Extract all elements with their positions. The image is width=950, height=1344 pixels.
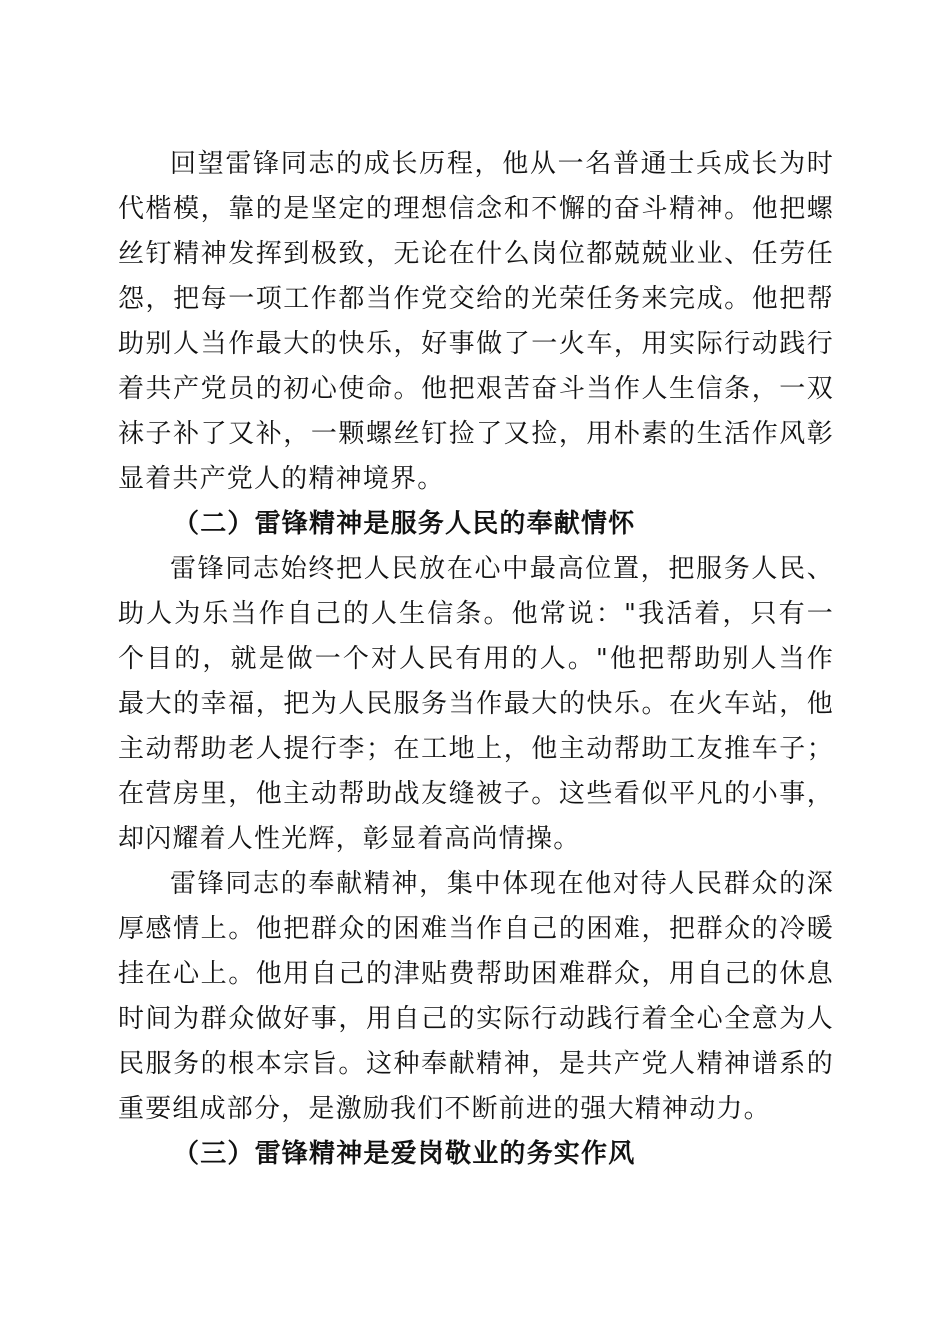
section-heading-3: （三）雷锋精神是爱岗敬业的务实作风 <box>173 1139 636 1169</box>
paragraph-dedication: 雷锋同志的奉献精神，集中体现在他对待人民群众的深厚感情上。他把群众的困难当作自己的困难，把群众的冷暖挂在心上。他用自己的津贴费帮助困难群众，用自己的休息时间为群众做好事，用自己的实际行动践行着全心全意为人民服务的根本宗旨。这种奉献精神，是共产党人精神谱系的重要组成部分，是激励我们不断前进的强大精神动力。 <box>118 869 834 1124</box>
paragraph-serve-people: 雷锋同志始终把人民放在心中最高位置，把服务人民、助人为乐当作自己的人生信条。他常说："我活着，只有一个目的，就是做一个对人民有用的人。"他把帮助别人当作最大的幸福，把为人民服务当作最大的快乐。在火车站，他主动帮助老人提行李；在工地上，他主动帮助工友推车子；在营房里，他主动帮助战友缝被子。这些看似平凡的小事，却闪耀着人性光辉，彰显着高尚情操。 <box>118 554 834 854</box>
document-body <box>118 142 834 1177</box>
section-heading-2: （二）雷锋精神是服务人民的奉献情怀 <box>173 509 636 539</box>
paragraph-growth: 回望雷锋同志的成长历程，他从一名普通士兵成长为时代楷模，靠的是坚定的理想信念和不懈的奋斗精神。他把螺丝钉精神发挥到极致，无论在什么岗位都兢兢业业、任劳任怨，把每一项工作都当作党交给的光荣任务来完成。他把帮助别人当作最大的快乐，好事做了一火车，用实际行动践行着共产党员的初心使命。他把艰苦奋斗当作人生信条，一双袜子补了又补，一颗螺丝钉捡了又捡，用朴素的生活作风彰显着共产党人的精神境界。 <box>118 149 834 494</box>
